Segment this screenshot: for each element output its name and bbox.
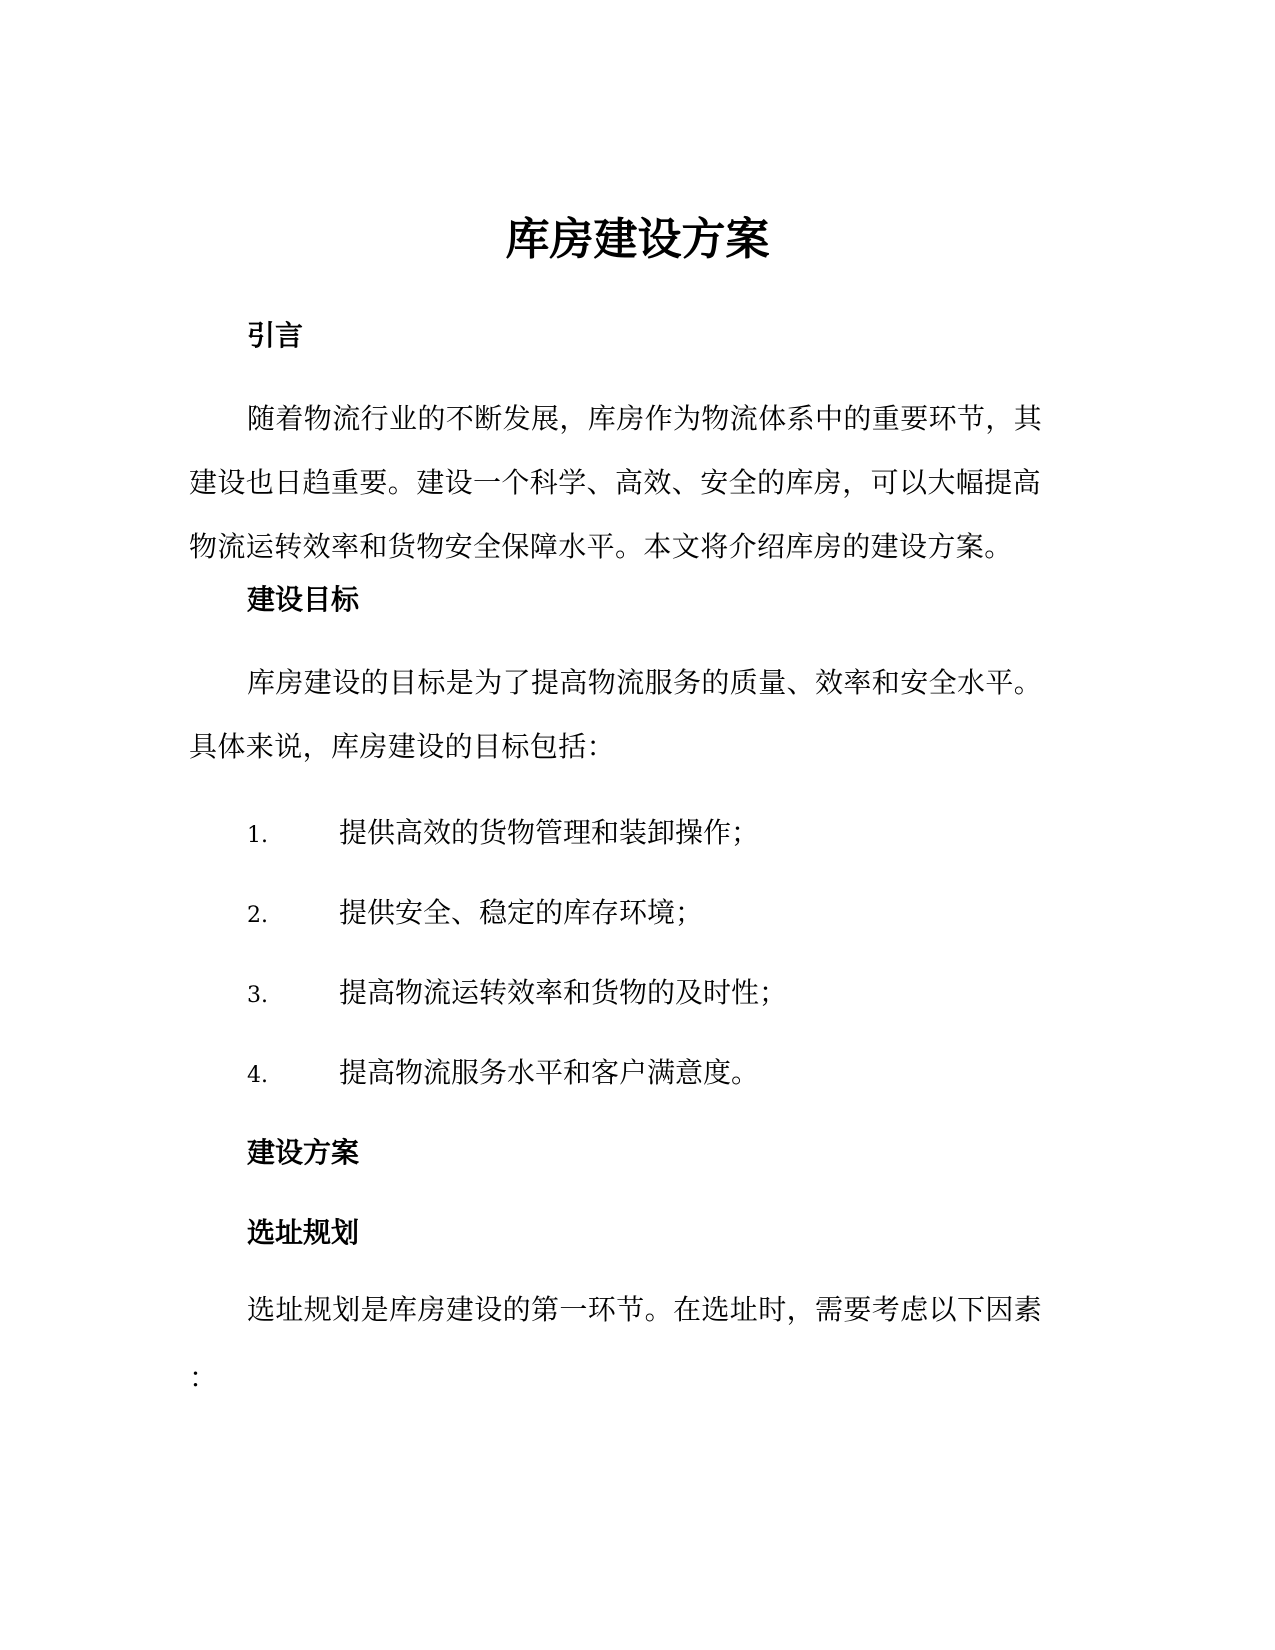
- list-item-text: 提供安全、稳定的库存环境；: [339, 896, 704, 929]
- heading-construction-plan: 建设方案: [247, 1136, 360, 1169]
- goal-list-item: [247, 813, 759, 856]
- paragraph-site-planning: 选址规划是库房建设的第一环节。在选址时，需要考虑以下因素: [247, 1293, 1043, 1326]
- paragraph-site-planning-continuation: ：: [189, 1361, 218, 1394]
- goal-list-item: [247, 973, 787, 1016]
- document-title: 库房建设方案: [505, 214, 770, 265]
- list-item-number: 2.: [247, 903, 268, 928]
- paragraph-construction-goals: 库房建设的目标是为了提高物流服务的质量、效率和安全水平。具体来说，库房建设的目标包括：: [189, 666, 1043, 763]
- goal-list-item: [247, 893, 703, 936]
- heading-construction-goals: 建设目标: [247, 583, 360, 616]
- list-item-number: 4.: [247, 1063, 268, 1088]
- goal-list-item: [247, 1053, 759, 1096]
- list-item-text: 提供高效的货物管理和装卸操作；: [339, 816, 760, 849]
- heading-introduction: 引言: [247, 319, 304, 352]
- list-item-number: 3.: [247, 983, 268, 1008]
- list-item-number: 1.: [247, 823, 268, 848]
- heading-site-planning: 选址规划: [247, 1216, 360, 1249]
- list-item-text: 提高物流运转效率和货物的及时性；: [339, 976, 788, 1009]
- paragraph-introduction: 随着物流行业的不断发展，库房作为物流体系中的重要环节，其建设也日趋重要。建设一个科学、高效、安全的库房，可以大幅提高物流运转效率和货物安全保障水平。本文将介绍库房的建设方案。: [189, 402, 1043, 563]
- list-item-text: 提高物流服务水平和客户满意度。: [339, 1056, 760, 1089]
